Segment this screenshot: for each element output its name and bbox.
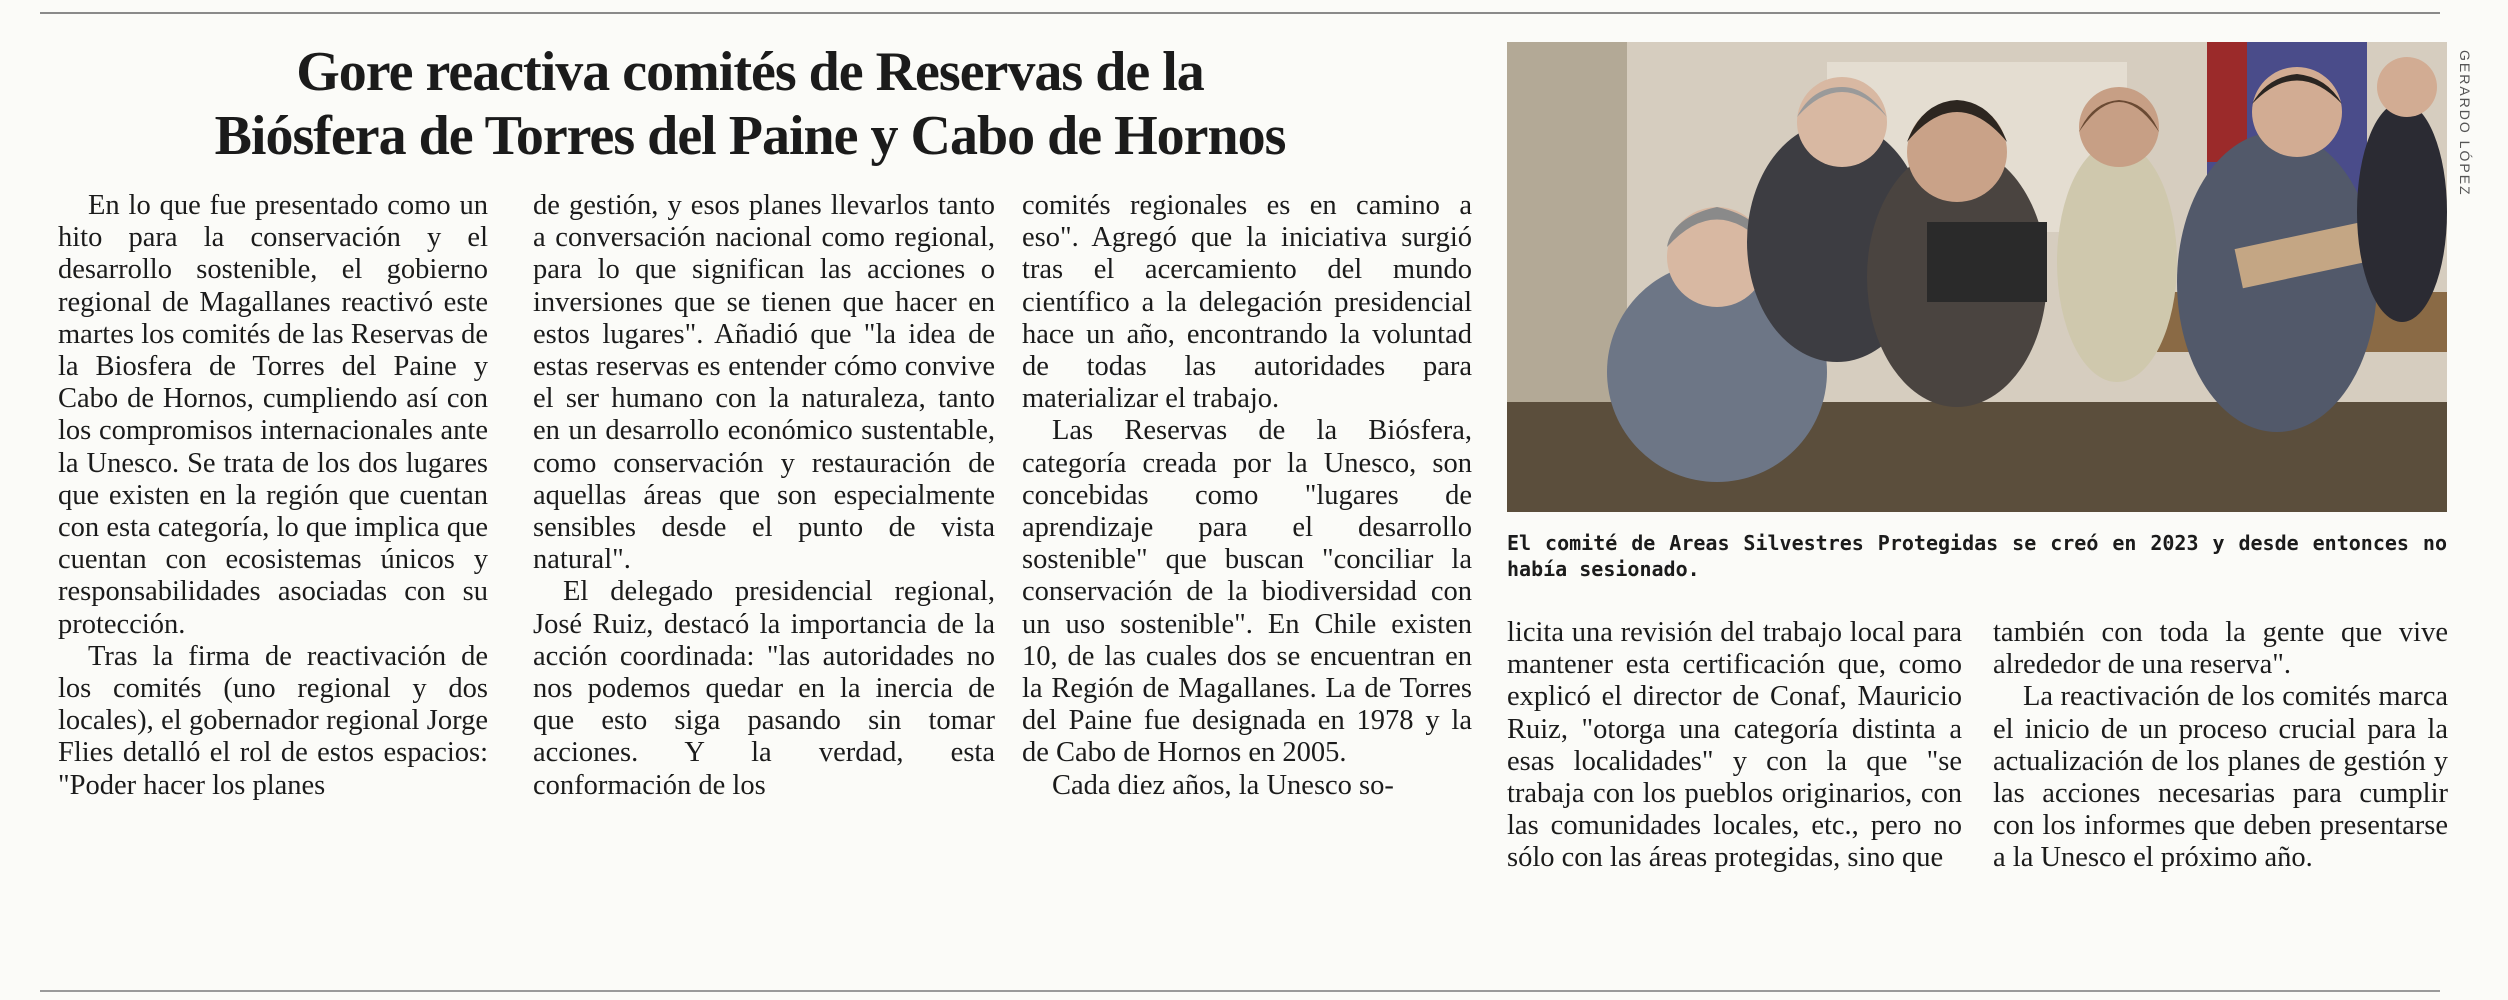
photo-credit: GERARDO LÓPEZ — [2457, 50, 2473, 197]
paragraph: Cada diez años, la Unesco so- — [1052, 769, 1394, 801]
paragraph: La reactivación de los comités marca el inicio de un proceso crucial para la actualización de los planes de gestión y las acciones necesarias para cumplir con los informes que deben presentarse a la Unesco el próximo año. — [1993, 681, 2448, 874]
article-column-2 — [533, 190, 995, 802]
article-column-3 — [1022, 190, 1472, 802]
article-column-1 — [58, 190, 488, 802]
article-headline — [40, 40, 1460, 168]
top-rule — [40, 12, 2440, 14]
photo-caption: El comité de Areas Silvestres Protegidas se creó en 2023 y desde entonces no había sesionado. — [1507, 531, 2447, 581]
paragraph: comités regionales es en camino a eso". Agregó que la iniciativa surgió tras el acercamiento del mundo científico a la delegación presidencial hace un año, encontrando la voluntad de todas las autoridades para materializar el trabajo. — [1022, 190, 1472, 415]
paragraph: El delegado presidencial regional, José Ruiz, destacó la importancia de la acción coordinada: "las autoridades no nos podemos quedar en la inercia de que esto siga pasando sin tomar acciones. Y la verdad, esta conformación de los — [533, 576, 995, 801]
paragraph: también con toda la gente que vive alrededor de una reserva". — [1993, 617, 2448, 681]
paragraph: de gestión, y esos planes llevarlos tanto a conversación nacional como regional, para lo que significan las acciones o inversiones que se tienen que hacer en estos lugares". Añadió que "la idea de estas reservas es entender cómo convive el ser humano con la naturaleza, tanto en un desarrollo económico sustentable, como conservación y restauración de aquellas áreas que son especialmente sensibles desde el punto de vista natural". — [533, 190, 995, 576]
paragraph: En lo que fue presentado como un hito para la conservación y el desarrollo sostenible, el gobierno regional de Magallanes reactivó este martes los comités de las Reservas de la Biosfera de Torres del Paine y Cabo de Hornos, cumpliendo así con los compromisos internacionales ante la Unesco. Se trata de los dos lugares que existen en la región que cuentan con esta categoría, lo que implica que cuentan con ecosistemas únicos y responsabilidades asociadas con su protección. — [58, 190, 488, 640]
paragraph: licita una revisión del trabajo local para mantener esta certificación que, como explicó el director de Conaf, Mauricio Ruiz, "otorga una categoría distinta a esas localidades" y con la que "se trabaja con los pueblos originarios, con las comunidades locales, etc., pero no sólo con las áreas protegidas, sino que — [1507, 617, 1962, 874]
article-column-5 — [1993, 617, 2448, 875]
paragraph: Las Reservas de la Biósfera, categoría creada por la Unesco, son concebidas como "lugares de aprendizaje para el desarrollo sostenible" que buscan "conciliar la conservación de la biodiversidad con un uso sostenible". En Chile existen 10, de las cuales dos se encuentran en la Región de Magallanes. La de Torres del Paine fue designada en 1978 y la de Cabo de Hornos en 2005. — [1022, 415, 1472, 769]
headline-line-2: Biósfera de Torres del Paine y Cabo de Hornos — [214, 105, 1286, 167]
paragraph: Tras la firma de reactivación de los comités (uno regional y dos locales), el gobernador regional Jorge Flies detalló el rol de estos espacios: "Poder hacer los planes — [58, 640, 488, 801]
headline-line-1: Gore reactiva comités de Reservas de la — [296, 41, 1204, 103]
article-photo — [1507, 42, 2447, 512]
bottom-rule — [40, 990, 2440, 992]
article-column-4 — [1507, 617, 1962, 875]
photo-illustration — [1507, 42, 2447, 512]
